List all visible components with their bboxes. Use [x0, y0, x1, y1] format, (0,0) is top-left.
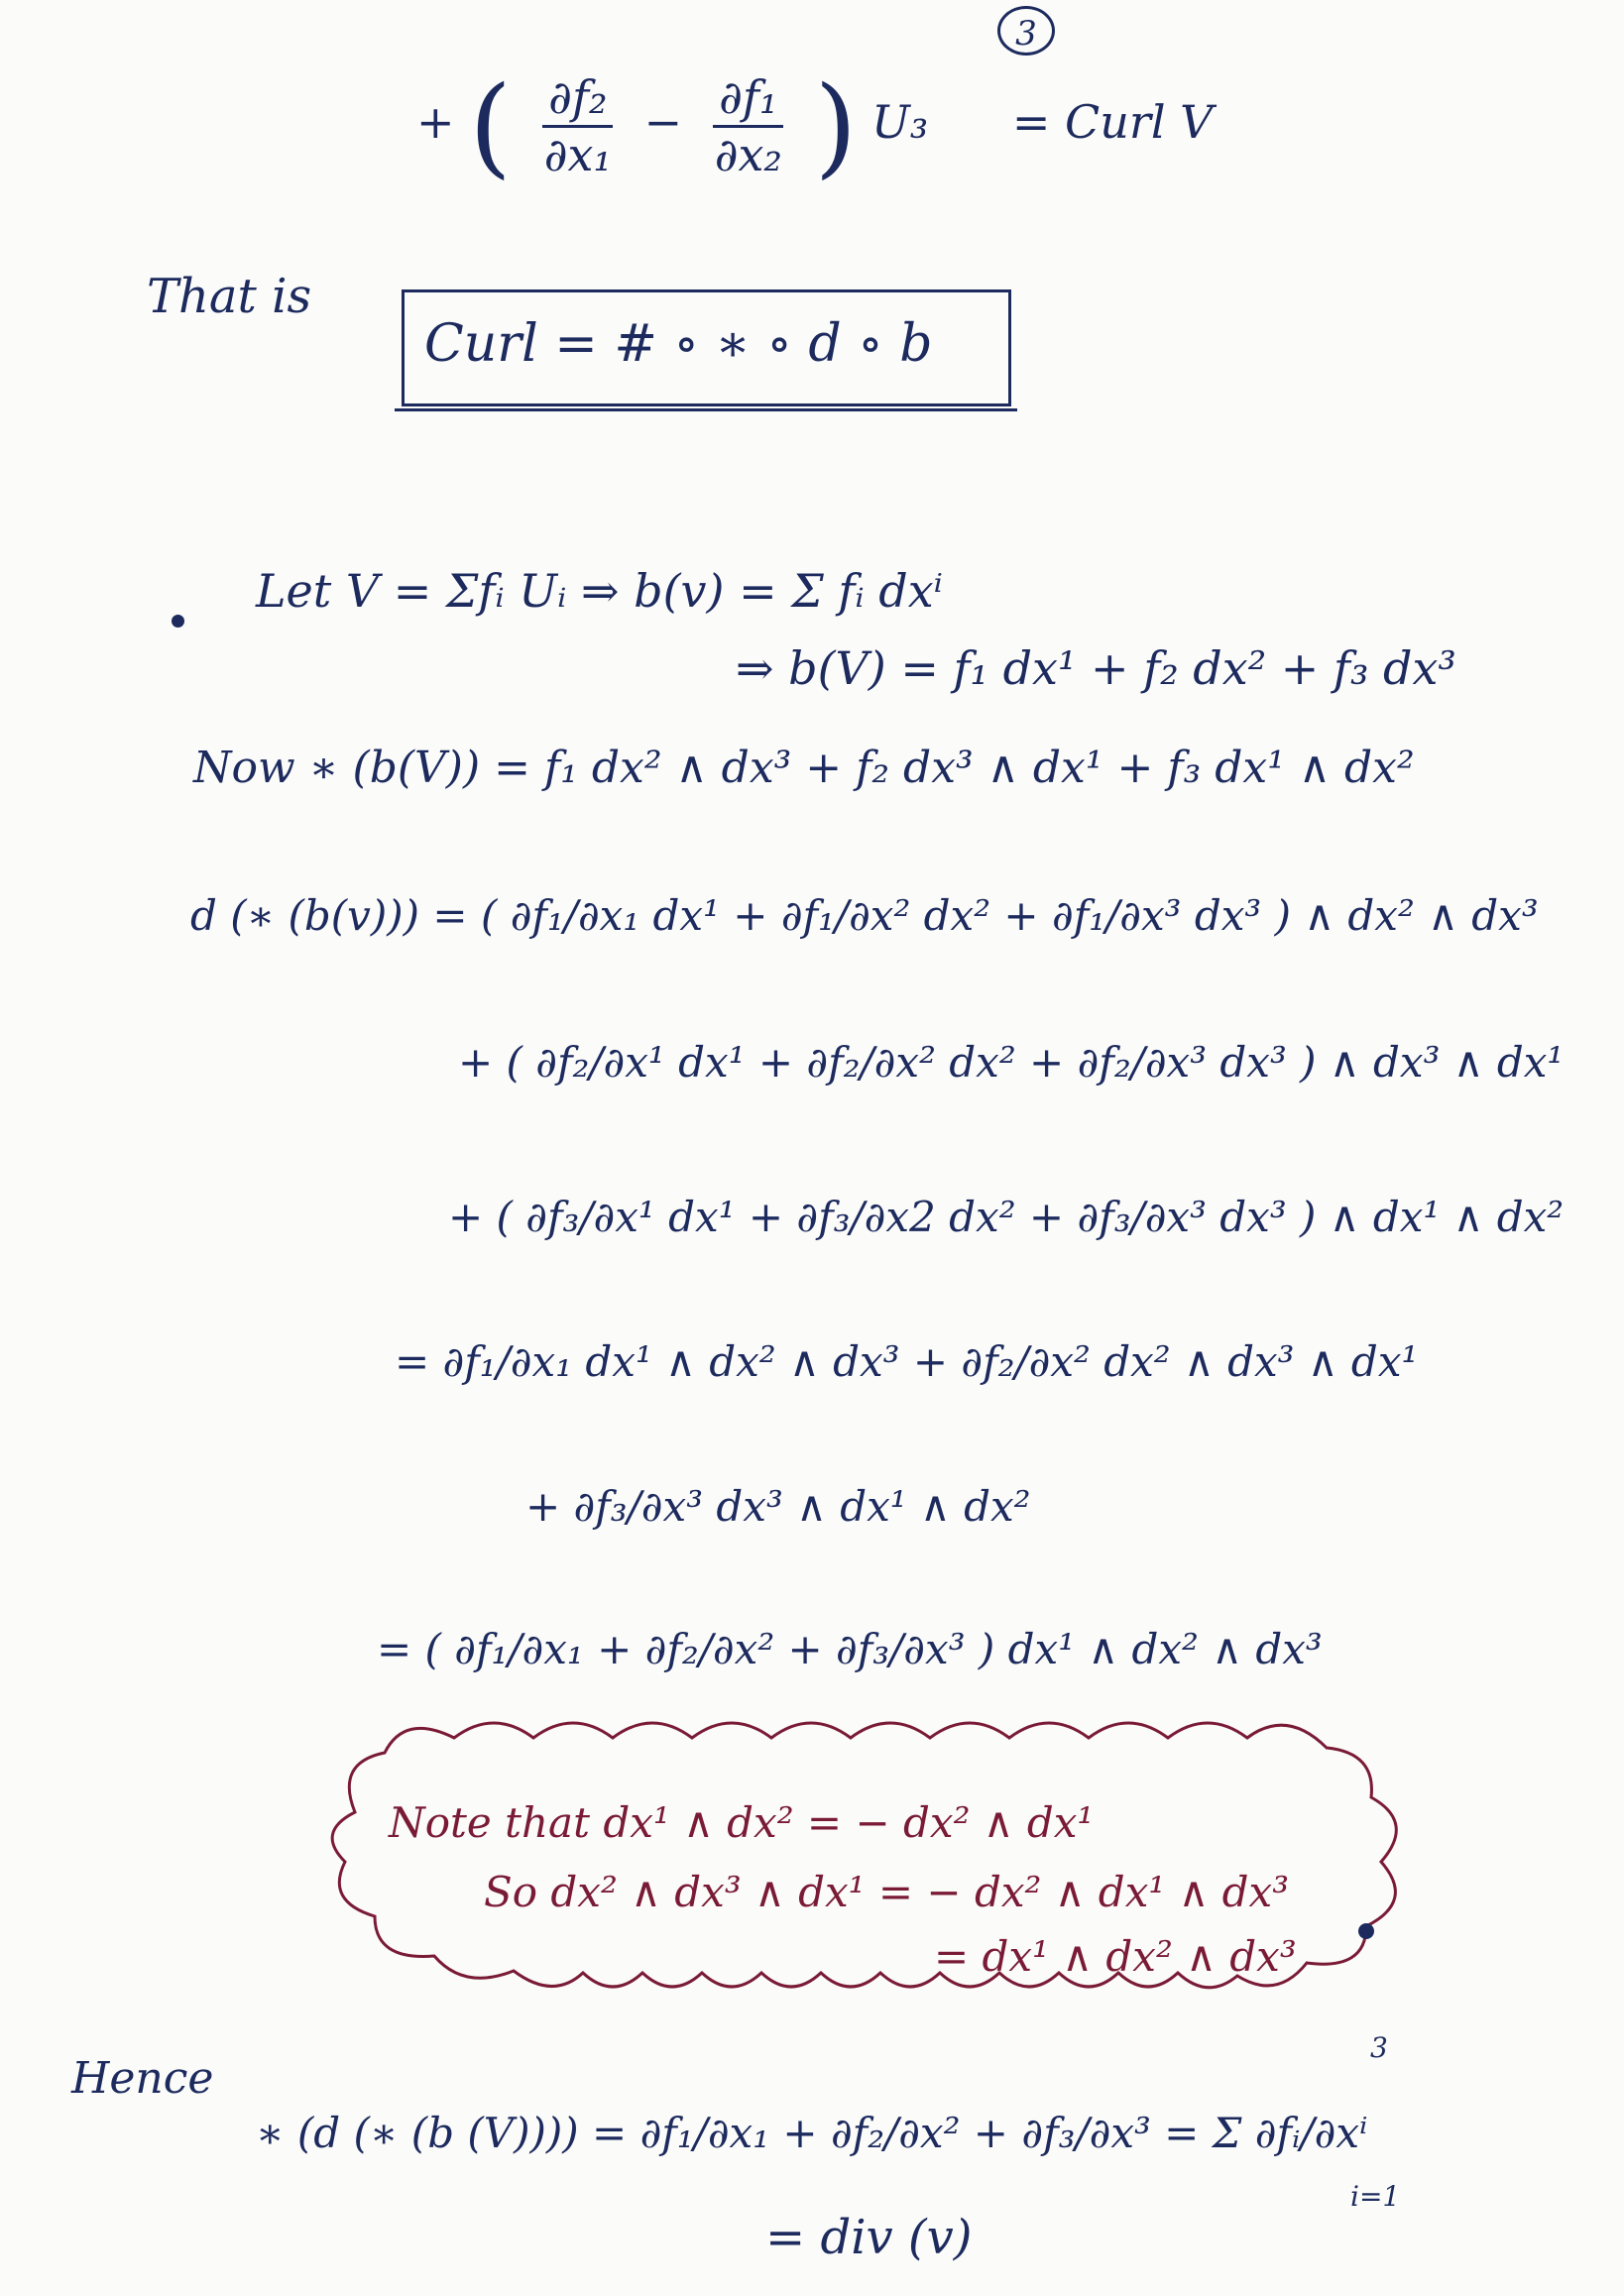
let-line: Let V = Σfᵢ Uᵢ ⇒ b(v) = Σ fᵢ dxⁱ [256, 564, 943, 618]
exterior-derivative-line-2: + ( ∂f₂/∂x¹ dx¹ + ∂f₂/∂x² dx² + ∂f₂/∂x³ dx³ ) ∧ dx³ ∧ dx¹ [458, 1038, 1565, 1087]
fraction-df1-dx2 [709, 69, 788, 181]
right-paren: ) [814, 62, 858, 189]
u3-label: U₃ [871, 95, 929, 149]
divergence-line: = div (v) [765, 2210, 973, 2265]
left-paren: ( [469, 62, 513, 189]
that-is-label: That is [147, 269, 312, 324]
boxed-identity: Curl = # ∘ ∗ ∘ d ∘ b [424, 314, 933, 374]
fraction-df2-dx1 [538, 69, 618, 181]
sum-lower-limit: i=1 [1350, 2180, 1401, 2213]
note-line-1: Note that dx¹ ∧ dx² = − dx² ∧ dx¹ [389, 1798, 1095, 1847]
curl-component-line [416, 62, 1214, 189]
exterior-derivative-line-1: d (∗ (b(v))) = ( ∂f₁/∂x₁ dx¹ + ∂f₁/∂x² dx² + ∂f₁/∂x³ dx³ ) ∧ dx² ∧ dx³ [190, 891, 1539, 940]
box-underline [395, 408, 1017, 411]
plus-sign: + [416, 95, 455, 149]
simplified-line-1: = ∂f₁/∂x₁ dx¹ ∧ dx² ∧ dx³ + ∂f₂/∂x² dx² ∧ dx³ ∧ dx¹ [395, 1337, 1419, 1386]
minus-sign: − [643, 95, 683, 149]
sum-upper-limit: 3 [1370, 2031, 1388, 2064]
curl-v-rhs: = Curl V [1011, 95, 1214, 149]
note-line-3: = dx¹ ∧ dx² ∧ dx³ [934, 1932, 1297, 1981]
note-line-2: So dx² ∧ dx³ ∧ dx¹ = − dx² ∧ dx¹ ∧ dx³ [484, 1868, 1290, 1916]
page-number: 3 [997, 6, 1055, 56]
fraction-denominator: ∂x₂ [714, 127, 782, 181]
bullet-dot [172, 615, 184, 628]
fraction-denominator: ∂x₁ [543, 127, 612, 181]
exterior-derivative-line-3: + ( ∂f₃/∂x¹ dx¹ + ∂f₃/∂x2 dx² + ∂f₃/∂x³ dx³ ) ∧ dx¹ ∧ dx² [448, 1193, 1565, 1241]
implies-line: ⇒ b(V) = f₁ dx¹ + f₂ dx² + f₃ dx³ [736, 641, 1456, 695]
simplified-line-2: + ∂f₃/∂x³ dx³ ∧ dx¹ ∧ dx² [525, 1482, 1031, 1531]
hence-label: Hence [71, 2053, 214, 2104]
final-result-line: ∗ (d (∗ (b (V)))) = ∂f₁/∂x₁ + ∂f₂/∂x² + ∂f₃/∂x³ = Σ ∂fᵢ/∂xⁱ [256, 2109, 1368, 2157]
hodge-star-line: Now ∗ (b(V)) = f₁ dx² ∧ dx³ + f₂ dx³ ∧ dx¹ + f₃ dx¹ ∧ dx² [193, 743, 1415, 793]
fraction-numerator: ∂f₁ [713, 72, 783, 128]
fraction-numerator: ∂f₂ [542, 72, 613, 128]
simplified-line-3: = ( ∂f₁/∂x₁ + ∂f₂/∂x² + ∂f₃/∂x³ ) dx¹ ∧ dx² ∧ dx³ [377, 1625, 1323, 1673]
